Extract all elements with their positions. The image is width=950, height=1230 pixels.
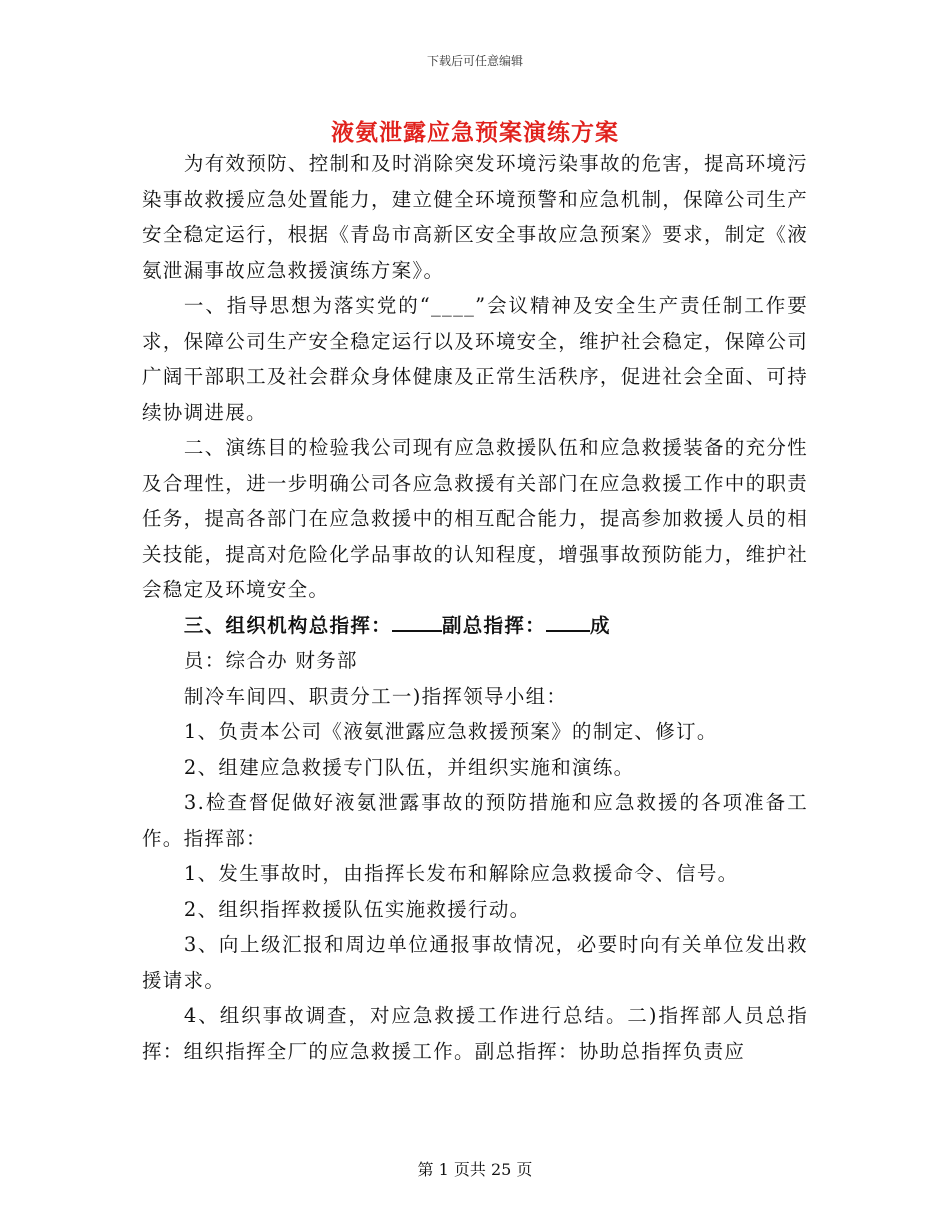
leader-item: 2、组建应急救援专门队伍，并组织实施和演练。 <box>183 755 635 779</box>
page-header: 下载后可任意编辑 <box>426 54 523 68</box>
section-organization <box>142 608 808 644</box>
document-title: 液氨泄露应急预案演练方案 <box>331 119 619 146</box>
section-drill-purpose: 二、演练目的检验我公司现有应急救援队伍和应急救援装备的充分性及合理性，进一步明确公司各应急救援有关部门在应急救援工作中的职责任务，提高各部门在应急救援中的相互配合能力，提高参加救援人员的相关技能，提高对危险化学品事故的认知程度，增强事故预防能力，维护社会稳定及环境安全。 <box>142 436 808 601</box>
deputy-commander-blank <box>546 630 590 632</box>
document-body <box>142 146 808 1069</box>
command-item: 4、组织事故调查，对应急救援工作进行总结。二)指挥部人员总指挥：组织指挥全厂的应急救援工作。副总指挥：协助总指挥负责应 <box>142 1004 808 1063</box>
org-members-label: 成 <box>589 613 611 637</box>
members-line: 员：综合办 财务部 <box>183 649 358 672</box>
command-item: 2、组织指挥救援队伍实施救援行动。 <box>183 897 531 921</box>
leader-item: 1、负责本公司《液氨泄露应急救援预案》的制定、修订。 <box>183 720 718 743</box>
chief-commander-blank <box>392 630 442 632</box>
org-chief-commander-label: 三、组织机构总指挥： <box>183 613 392 637</box>
command-item: 3、向上级汇报和周边单位通报事故情况，必要时向有关单位发出救援请求。 <box>142 933 808 992</box>
section-guiding-ideology: 一、指导思想为落实党的“____”会议精神及安全生产责任制工作要求，保障公司生产安全稳定运行以及环境安全，维护社会稳定，保障公司广阔干部职工及社会群众身体健康及正常生活秩序，促进社会全面、可持续协调进展。 <box>142 294 808 424</box>
intro-paragraph: 为有效预防、控制和及时消除突发环境污染事故的危害，提高环境污染事故救援应急处置能力，建立健全环境预警和应急机制，保障公司生产安全稳定运行，根据《青岛市高新区安全事故应急预案》要求，制定《液氨泄漏事故应急救援演练方案》。 <box>142 152 808 282</box>
leader-item: 3.检查督促做好液氨泄露事故的预防措施和应急救援的各项准备工作。指挥部： <box>142 791 808 850</box>
org-deputy-commander-label: 副总指挥： <box>441 613 546 637</box>
duties-heading: 制冷车间四、职责分工一)指挥领导小组： <box>183 684 568 708</box>
page-number-footer: 第 1 页共 25 页 <box>417 1160 533 1179</box>
command-item: 1、发生事故时，由指挥长发布和解除应急救援命令、信号。 <box>183 862 739 885</box>
